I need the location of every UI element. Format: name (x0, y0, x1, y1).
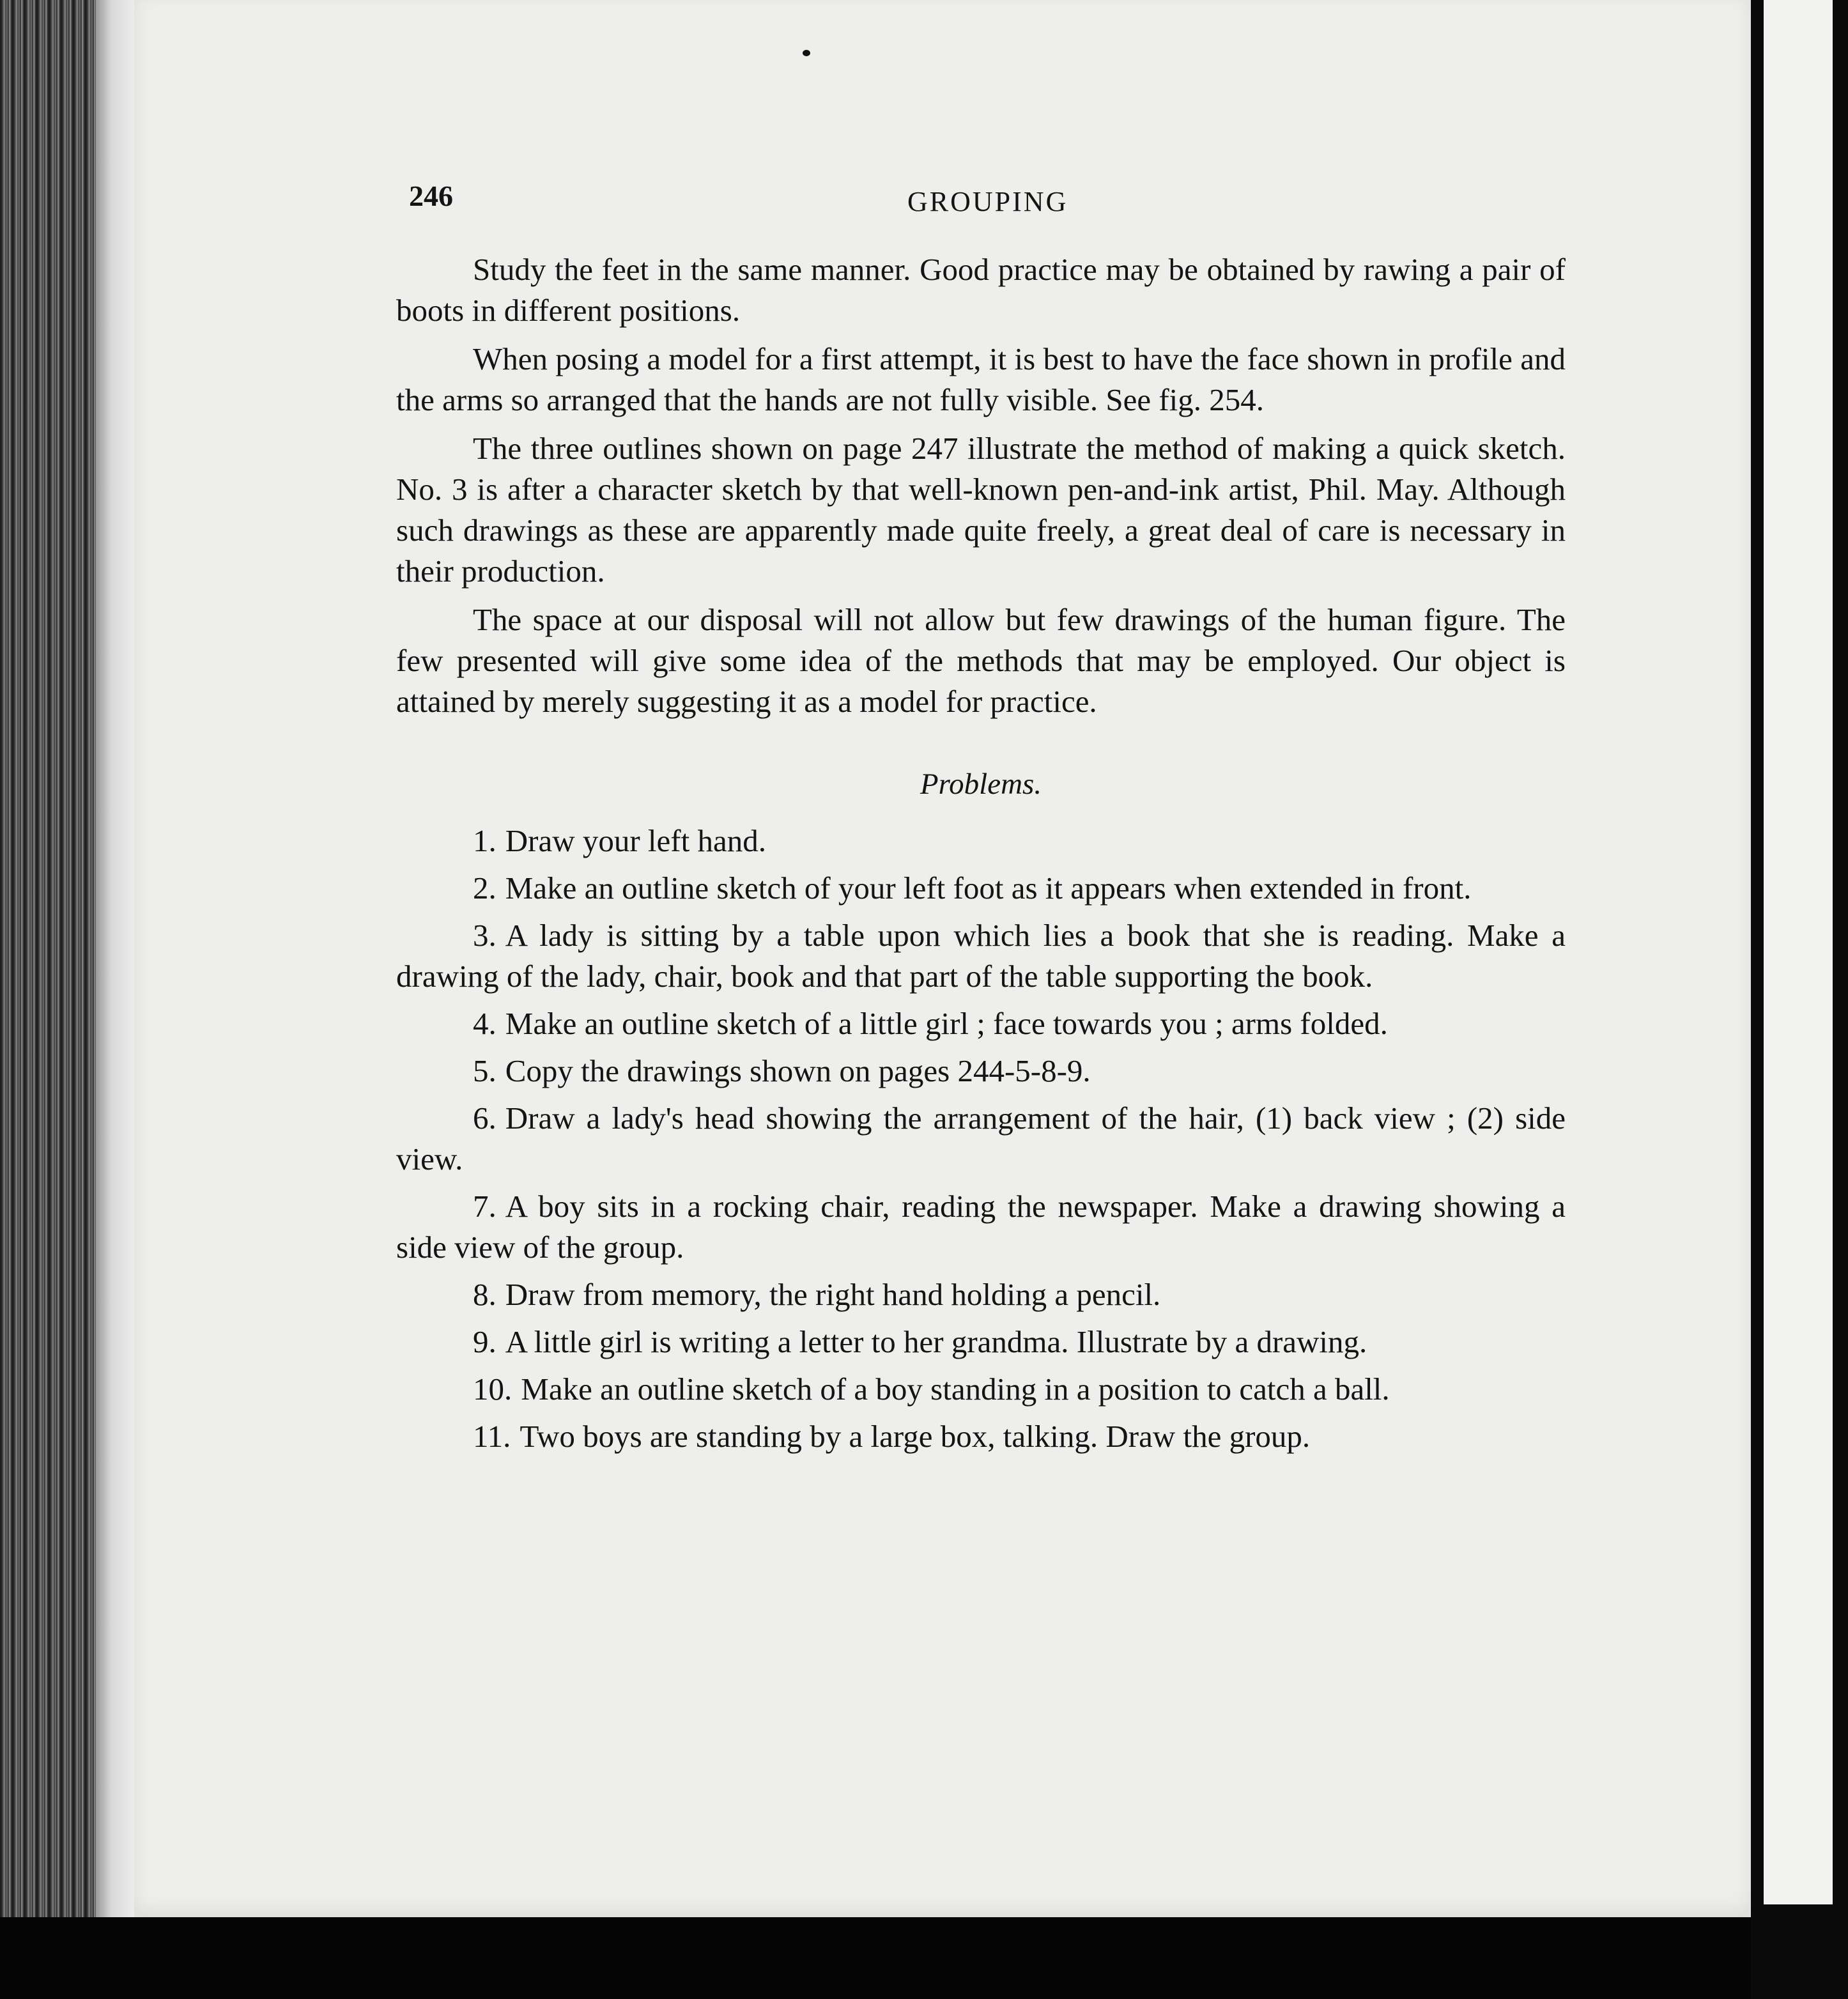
problem-text: Two boys are standing by a large box, talking. Draw the group. (520, 1419, 1311, 1454)
chapter-title: GROUPING (907, 186, 1068, 217)
problem-text: Copy the drawings shown on pages 244-5-8-9. (505, 1053, 1091, 1088)
problem-number: 3. (473, 918, 497, 953)
problems-heading: Problems. (920, 768, 1042, 801)
body-paragraph: When posing a model for a first attempt, it is best to have the face shown in profile and the arms so arranged that the hands are not fully visible. See fig. 254. (396, 341, 1566, 417)
body-paragraph: Study the feet in the same manner. Good practice may be obtained by rawing a pair of boots in different positions. (396, 252, 1566, 328)
problem-number: 6. (473, 1100, 497, 1136)
page-number: 246 (409, 180, 453, 212)
problem-text: A lady is sitting by a table upon which lies a book that she is reading. Make a drawing of the lady, chair, book and that part of the table supporting the book. (396, 918, 1566, 994)
problem-number: 4. (473, 1006, 497, 1041)
problem-number: 9. (473, 1324, 497, 1359)
problem-item (396, 1003, 1566, 1044)
problem-number: 2. (473, 870, 497, 906)
problem-text: Make an outline sketch of a little girl ; face towards you ; arms folded. (505, 1006, 1388, 1041)
problem-item (396, 1322, 1566, 1362)
problem-number: 5. (473, 1053, 497, 1088)
scan-border (0, 1917, 1751, 1999)
page-content (396, 179, 1566, 1463)
problem-item (396, 1274, 1566, 1315)
problem-text: Make an outline sketch of your left foot as it appears when extended in front. (505, 870, 1472, 906)
problem-text: A little girl is writing a letter to her grandma. Illustrate by a drawing. (505, 1324, 1367, 1359)
print-speck (803, 50, 810, 56)
problem-number: 10. (473, 1371, 512, 1407)
problem-number: 11. (473, 1419, 511, 1454)
problem-item (396, 1416, 1566, 1457)
problem-item (396, 1186, 1566, 1268)
problem-item (396, 821, 1566, 861)
problem-text: Make an outline sketch of a boy standing in a position to catch a ball. (521, 1371, 1390, 1407)
problem-item (396, 868, 1566, 909)
problem-text: Draw your left hand. (505, 823, 766, 858)
facing-page-edge (1751, 0, 1848, 1999)
running-head (396, 179, 1566, 224)
problem-item (396, 1051, 1566, 1092)
problem-text: A boy sits in a rocking chair, reading the newspaper. Make a drawing showing a side view of the group. (396, 1189, 1566, 1265)
problem-text: Draw a lady's head showing the arrangement of the hair, (1) back view ; (2) side view. (396, 1100, 1566, 1177)
problem-number: 7. (473, 1189, 497, 1224)
book-page-edges (0, 0, 134, 1999)
problems-list (396, 821, 1566, 1457)
body-paragraph: The space at our disposal will not allow but few drawings of the human figure. The few presented will give some idea of the methods that may be employed. Our object is attained by merely suggesting it as a model for practice. (396, 602, 1566, 719)
problem-number: 8. (473, 1277, 497, 1312)
problem-text: Draw from memory, the right hand holding a pencil. (505, 1277, 1161, 1312)
problem-number: 1. (473, 823, 497, 858)
problem-item (396, 915, 1566, 997)
body-paragraph: The three outlines shown on page 247 illustrate the method of making a quick sketch. No. 3 is after a character sketch by that well-known pen-and-ink artist, Phil. May. Although such drawings as these are apparently made quite freely, a great deal of care is necessary in their production. (396, 431, 1566, 589)
problem-item (396, 1098, 1566, 1180)
problem-item (396, 1369, 1566, 1410)
